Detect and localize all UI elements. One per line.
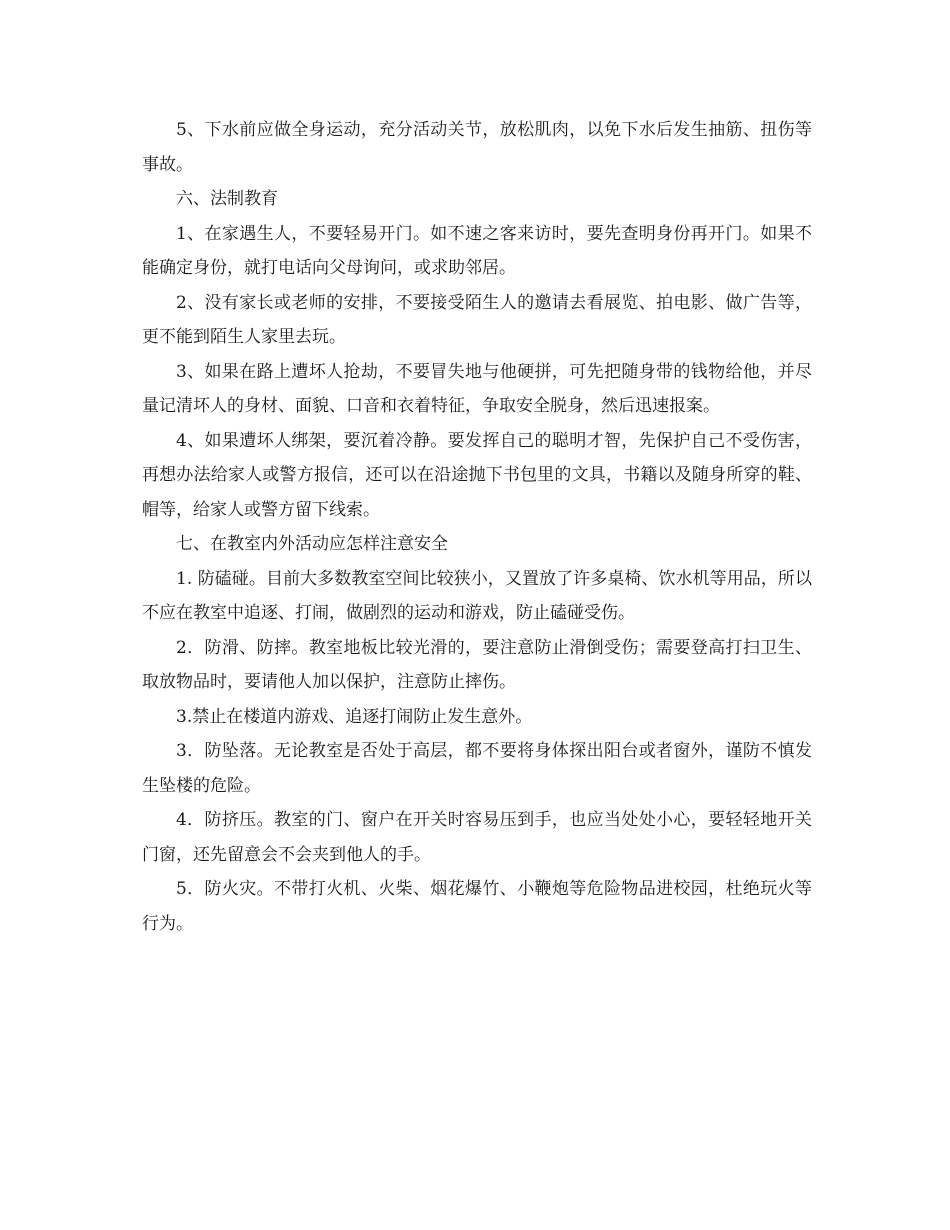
paragraph-prevent-falls: 3．防坠落。无论教室是否处于高层，都不要将身体探出阳台或者窗外，谨防不慎发生坠楼的危险。 [142,741,812,796]
paragraph-robbery: 3、如果在路上遭坏人抢劫，不要冒失地与他硬拼，可先把随身带的钱物给他，并尽量记清坏人的身材、面貌、口音和衣着特征，争取安全脱身，然后迅速报案。 [142,361,812,416]
paragraph-no-corridor-games: 3.禁止在楼道内游戏、追逐打闹防止发生意外。 [176,706,533,727]
paragraph-stranger-invitation: 2、没有家长或老师的安排，不要接受陌生人的邀请去看展览、拍电影、做广告等，更不能到陌生人家里去玩。 [142,292,812,347]
section-heading-classroom-safety: 七、在教室内外活动应怎样注意安全 [176,534,448,554]
document-body [142,113,812,941]
paragraph-swim-warmup: 5、下水前应做全身运动，充分活动关节，放松肌肉，以免下水后发生抽筋、扭伤等事故。 [142,120,812,175]
paragraph-prevent-bumps: 1. 防磕碰。目前大多数教室空间比较狭小，又置放了许多桌椅、饮水机等用品，所以不应在教室中追逐、打闹，做剧烈的运动和游戏，防止磕碰受伤。 [142,568,812,623]
paragraph-prevent-pinching: 4．防挤压。教室的门、窗户在开关时容易压到手，也应当处处小心，要轻轻地开关门窗，还先留意会不会夹到他人的手。 [142,810,812,865]
paragraph-strangers-at-home: 1、在家遇生人，不要轻易开门。如不速之客来访时，要先查明身份再开门。如果不能确定身份，就打电话向父母询问，或求助邻居。 [142,223,812,278]
paragraph-prevent-slips: 2．防滑、防摔。教室地板比较光滑的，要注意防止滑倒受伤；需要登高打扫卫生、取放物品时，要请他人加以保护，注意防止摔伤。 [142,637,812,692]
paragraph-prevent-fire: 5．防火灾。不带打火机、火柴、烟花爆竹、小鞭炮等危险物品进校园，杜绝玩火等行为。 [142,879,812,934]
paragraph-kidnapping: 4、如果遭坏人绑架，要沉着冷静。要发挥自己的聪明才智，先保护自己不受伤害，再想办法给家人或警方报信，还可以在沿途抛下书包里的文具，书籍以及随身所穿的鞋、帽等，给家人或警方留下线索。 [142,430,812,520]
section-heading-legal-education: 六、法制教育 [176,189,278,209]
